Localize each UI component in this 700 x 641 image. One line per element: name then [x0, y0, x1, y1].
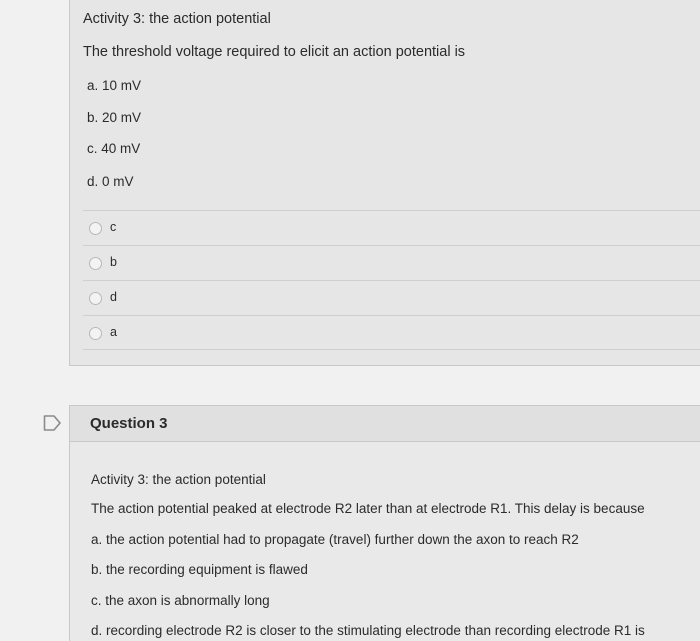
- option-text-c: c. 40 mV: [87, 141, 141, 156]
- answer-choice-d[interactable]: [83, 280, 700, 315]
- question-prompt: The threshold voltage required to elicit an action potential is: [83, 44, 466, 60]
- radio-button[interactable]: [89, 222, 102, 235]
- question-number: Question 3: [90, 415, 168, 432]
- answer-choice-b[interactable]: [83, 245, 700, 280]
- question-title: Activity 3: the action potential: [83, 11, 271, 27]
- option-text-c: c. the axon is abnormally long: [91, 593, 270, 608]
- option-text-a: a. the action potential had to propagate (travel) further down the axon to reach R2: [91, 532, 579, 547]
- question-panel-previous: [69, 0, 700, 366]
- flag-outline-icon[interactable]: [43, 414, 63, 432]
- answer-choice-c[interactable]: [83, 210, 700, 245]
- answer-choices: [83, 210, 700, 353]
- question-title: Activity 3: the action potential: [91, 472, 266, 487]
- question-prompt: The action potential peaked at electrode R2 later than at electrode R1. This delay is because: [91, 501, 645, 516]
- option-text-b: b. the recording equipment is flawed: [91, 562, 308, 577]
- answer-label: a: [110, 325, 117, 339]
- answer-choice-a[interactable]: [83, 315, 700, 350]
- radio-button[interactable]: [89, 257, 102, 270]
- question-body: [69, 442, 700, 641]
- question-header: [69, 405, 700, 442]
- option-text-d: d. 0 mV: [87, 174, 134, 189]
- option-text-a: a. 10 mV: [87, 78, 142, 93]
- answer-label: d: [110, 290, 117, 304]
- answer-label: c: [110, 220, 117, 234]
- option-text-d: d. recording electrode R2 is closer to the stimulating electrode than recording electrode R1 is: [91, 623, 645, 638]
- radio-button[interactable]: [89, 327, 102, 340]
- answer-label: b: [110, 255, 117, 269]
- radio-button[interactable]: [89, 292, 102, 305]
- option-text-b: b. 20 mV: [87, 110, 142, 125]
